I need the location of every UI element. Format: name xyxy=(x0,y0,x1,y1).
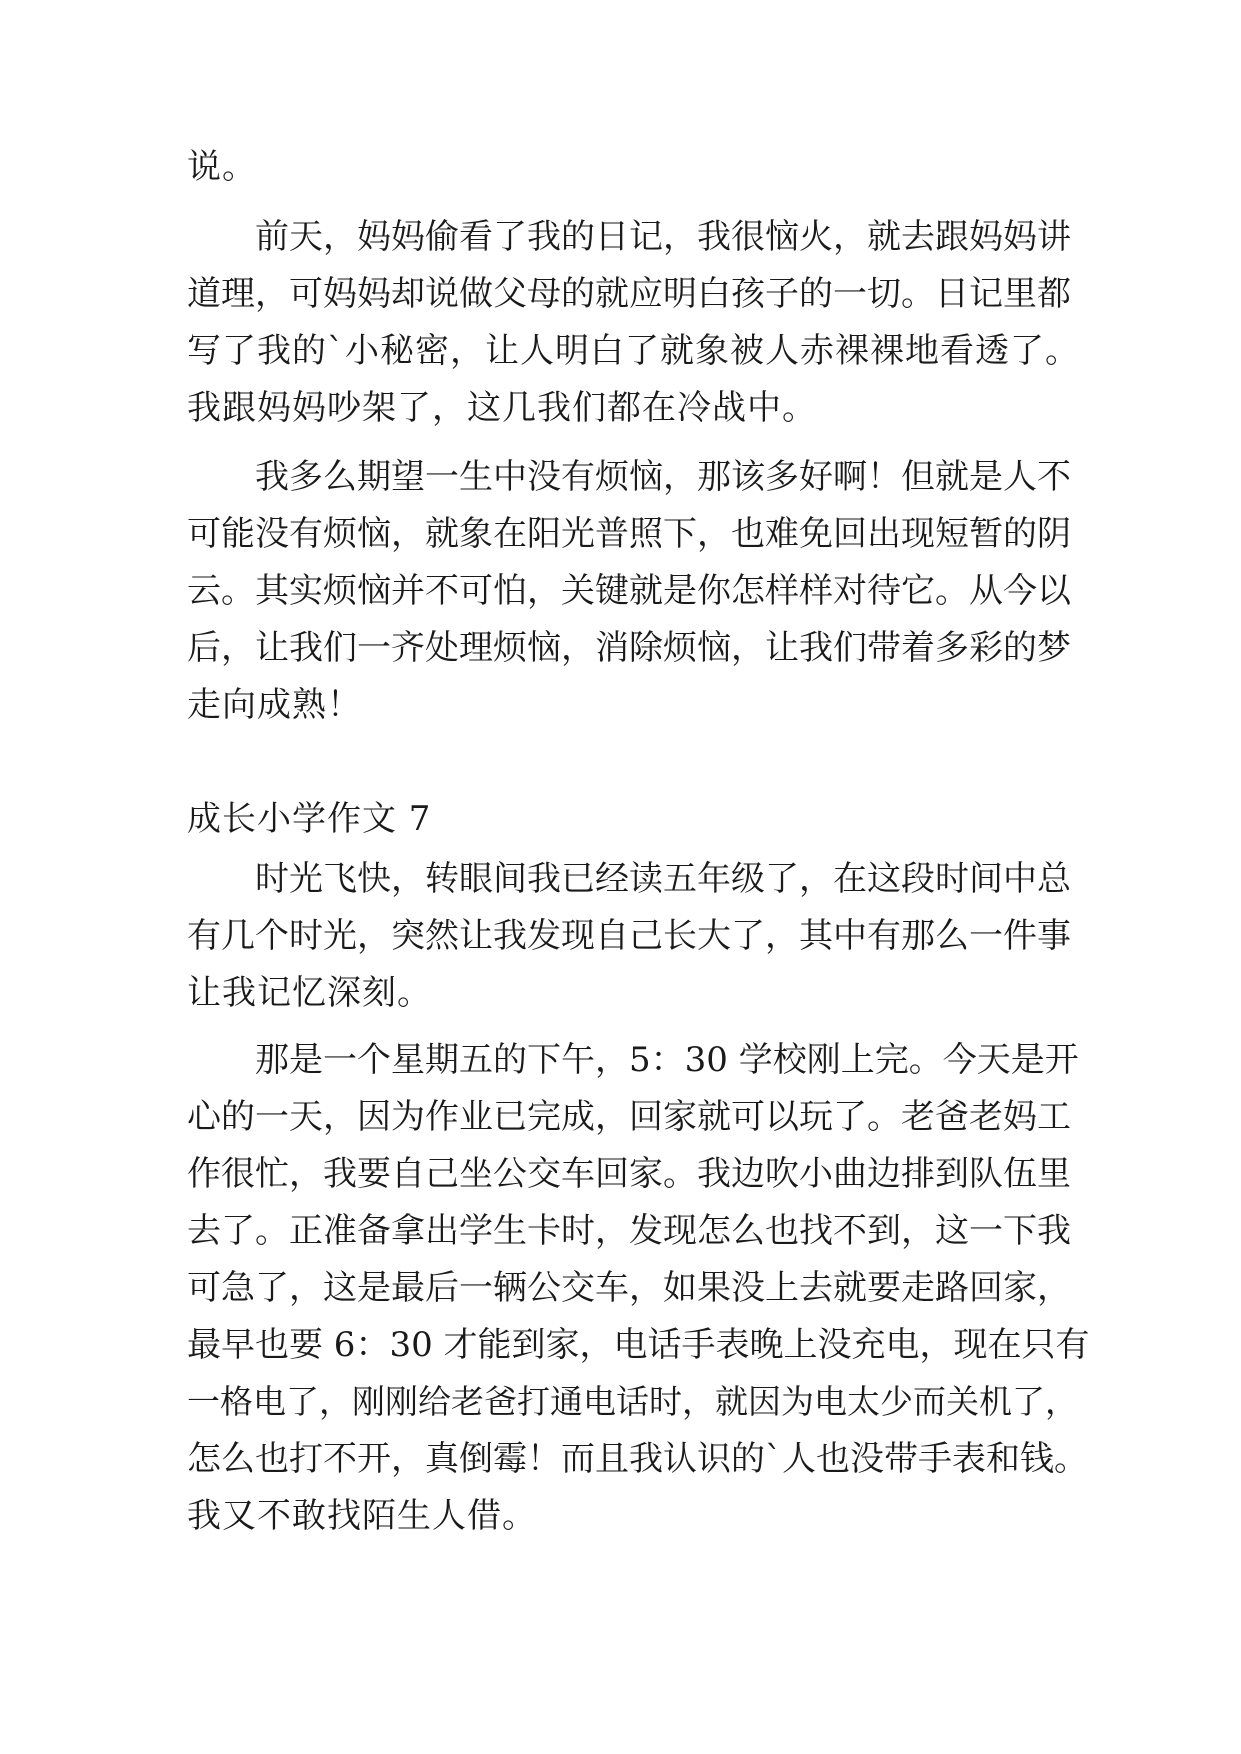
paragraph-line: 那是一个星期五的下午，5：30 学校刚上完。今天是开 xyxy=(255,1040,1079,1080)
paragraph-line: 时光飞快，转眼间我已经读五年级了，在这段时间中总 xyxy=(255,859,1071,899)
paragraph-line: 可急了，这是最后一辆公交车，如果没上去就要走路回家， xyxy=(187,1268,1071,1308)
paragraph-line: 云。其实烦恼并不可怕，关键就是你怎样样对待它。从今以 xyxy=(187,571,1071,611)
paragraph-line: 怎么也打不开，真倒霉！而且我认识的`人也没带手表和钱。 xyxy=(187,1439,1088,1479)
paragraph-line: 一格电了，刚刚给老爸打通电话时，就因为电太少而关机了， xyxy=(187,1382,1078,1421)
paragraph-line: 写了我的`小秘密，让人明白了就象被人赤裸裸地看透了。 xyxy=(187,331,1080,371)
section-title: 成长小学作文 7 xyxy=(187,799,432,839)
paragraph-line: 最早也要 6：30 才能到家，电话手表晚上没充电，现在只有 xyxy=(187,1325,1090,1365)
paragraph-line: 说。 xyxy=(187,147,257,187)
paragraph-line: 作很忙，我要自己坐公交车回家。我边吹小曲边排到队伍里 xyxy=(187,1154,1071,1194)
paragraph-line: 可能没有烦恼，就象在阳光普照下，也难免回出现短暂的阴 xyxy=(187,514,1071,554)
paragraph-line: 心的一天，因为作业已完成，回家就可以玩了。老爸老妈工 xyxy=(187,1097,1071,1137)
paragraph-line: 我多么期望一生中没有烦恼，那该多好啊！但就是人不 xyxy=(255,457,1071,497)
paragraph-line: 去了。正准备拿出学生卡时，发现怎么也找不到，这一下我 xyxy=(187,1211,1071,1251)
paragraph-line: 我跟妈妈吵架了，这几我们都在冷战中。 xyxy=(187,388,817,428)
paragraph-line: 有几个时光，突然让我发现自己长大了，其中有那么一件事 xyxy=(187,916,1071,956)
paragraph-line: 前天，妈妈偷看了我的日记，我很恼火，就去跟妈妈讲 xyxy=(255,217,1071,257)
paragraph-line: 走向成熟！ xyxy=(187,685,362,725)
paragraph-line: 让我记忆深刻。 xyxy=(187,973,432,1013)
paragraph-line: 后，让我们一齐处理烦恼，消除烦恼，让我们带着多彩的梦 xyxy=(187,628,1071,668)
paragraph-line: 道理，可妈妈却说做父母的就应明白孩子的一切。日记里都 xyxy=(187,274,1071,314)
paragraph-line: 我又不敢找陌生人借。 xyxy=(187,1496,537,1536)
